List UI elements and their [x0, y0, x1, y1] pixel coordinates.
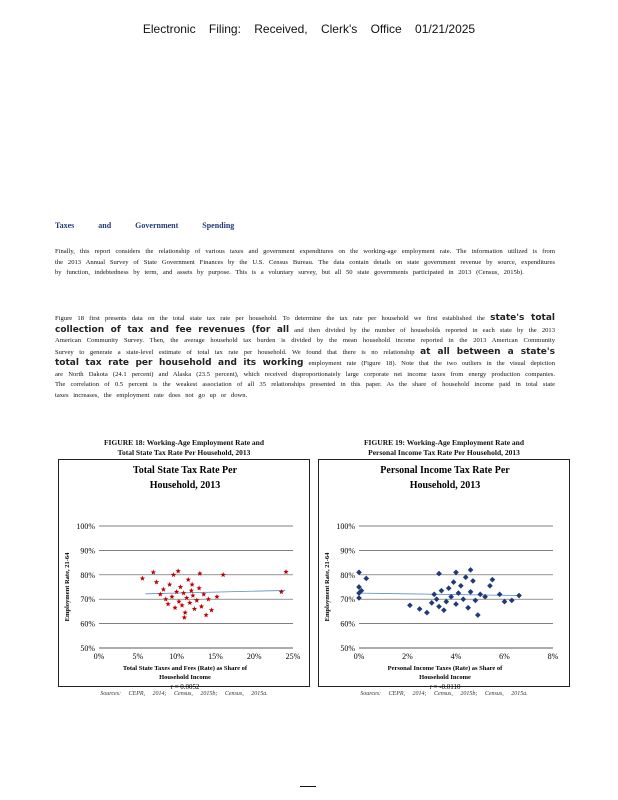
fig18-point [154, 579, 159, 584]
figure-19-chart [319, 460, 571, 691]
figure-18-source: Sources: CEPR, 2014; Census, 2015b; Census, 2015a. [100, 691, 268, 697]
fig18-y-label: Employment Rate, 21-64 [64, 552, 71, 622]
fig19-y-tick: 50% [340, 644, 355, 653]
fig18-y-tick: 50% [80, 644, 95, 653]
fig19-point [451, 579, 457, 585]
fig19-point [356, 570, 362, 576]
page-footer-rule [300, 786, 316, 787]
fig18-point [151, 570, 156, 575]
fig19-trend-line [359, 593, 519, 595]
fig18-point [209, 607, 214, 612]
fig18-point [169, 594, 174, 599]
fig18-x-tick: 0% [93, 652, 105, 661]
fig19-point [356, 595, 362, 601]
fig19-x-label-line1: Personal Income Taxes (Rate) as Share of [387, 665, 503, 672]
fig18-title-line2: Household, 2013 [149, 480, 221, 491]
fig19-x-tick: 8% [547, 652, 559, 661]
fig19-point [417, 606, 423, 612]
fig18-point [196, 585, 201, 590]
fig19-point [475, 612, 481, 618]
fig18-point [182, 610, 187, 615]
fig18-point [192, 606, 197, 611]
paragraph-2-part-c: employment rate (Figure 18). Note that the two outliers in the visual depiction are North Dakota (24.1 percent) and Alaska (23.5 percent), which received disproportionately large corporate net income taxes from energy production companies. The correlation of 0.5 percent is the weakest association of all 35 relationships presented in this paper. As the share of household income paid in total state taxes increases, the employment rate does not go up or down. [55, 360, 556, 399]
fig19-x-tick: 0% [353, 652, 365, 661]
fig18-point [165, 601, 170, 606]
fig19-point [439, 588, 445, 594]
fig19-x-tick: 4% [450, 652, 462, 661]
figure-19 [318, 438, 570, 697]
fig19-point [446, 585, 452, 591]
fig18-point [172, 605, 177, 610]
fig19-x-tick: 2% [402, 652, 413, 661]
fig19-point [431, 591, 437, 597]
fig18-point [194, 598, 199, 603]
fig18-point [214, 594, 219, 599]
fig19-point [477, 591, 483, 597]
figure-18-caption [58, 438, 310, 458]
fig18-x-label-line2: Household Income [159, 674, 211, 681]
figure-19-caption-line2: Personal Income Tax Rate Per Household, 2013 [368, 448, 520, 457]
figure-19-caption-line1: FIGURE 19: Working-Age Employment Rate and [363, 438, 525, 447]
fig18-r-label: r = 0.0052 [170, 683, 200, 691]
fig19-y-tick: 100% [336, 522, 355, 531]
fig19-point [458, 583, 464, 589]
fig18-point [167, 582, 172, 587]
fig19-point [434, 596, 440, 602]
fig19-y-tick: 70% [340, 595, 355, 605]
fig19-point [460, 596, 466, 602]
fig18-trend-line [146, 590, 286, 593]
paragraph-1: Finally, this report considers the relationship of various taxes and government expenditures on the working-age employment rate. The information utilized is from the 2013 Annual Survey of State Government Finances by the U.S. Census Bureau. The data contain details on state government revenue by source, expenditures by function, indebtedness by term, and assets by purpose. This is a voluntary survey, but all 50 state governments participated in 2013 (Census, 2015b). [55, 248, 555, 276]
fig19-point [407, 602, 413, 608]
fig18-x-tick: 15% [208, 652, 223, 661]
paragraph-2 [55, 313, 555, 401]
fig18-x-tick: 5% [132, 652, 144, 661]
fig19-point [429, 600, 435, 606]
fig19-point [490, 577, 496, 583]
fig19-point [424, 610, 430, 616]
fig19-x-tick: 6% [499, 652, 510, 661]
figure-19-source: Sources: CEPR, 2014; Census, 2015b; Census, 2015a. [360, 691, 528, 697]
fig18-y-tick: 80% [80, 570, 95, 580]
paragraph-2-part-a: Figure 18 first presents data on the total state tax rate per household. To determine the tax rate per household we first established the [55, 315, 485, 322]
fig18-y-tick: 70% [80, 595, 95, 605]
fig19-point [497, 591, 503, 597]
fig19-r-label: r = -0.0110 [429, 683, 461, 691]
fig18-point [189, 588, 194, 593]
figure-18-caption-line1: FIGURE 18: Working-Age Employment Rate and [103, 438, 265, 447]
fig19-point [473, 598, 479, 604]
fig18-x-tick: 10% [169, 652, 184, 661]
fig18-y-tick: 100% [76, 522, 95, 531]
fig18-point [279, 589, 284, 594]
fig19-point [436, 571, 442, 577]
fig19-y-tick: 90% [340, 546, 355, 556]
fig18-point [140, 576, 145, 581]
fig18-point [190, 593, 195, 598]
paragraph-2-part-b: and then divided by the number of households reported in each state by the 2013 American Community Survey. Then, the average household tax burden is divided by the mean household income reported in the 2013 American Community Survey to generate a state-level estimate of total tax rate per household. We found that there is no relationship [55, 326, 556, 356]
fig18-x-tick: 25% [285, 652, 301, 661]
fig19-point [453, 570, 459, 576]
fig19-point [456, 590, 462, 596]
fig19-y-tick: 80% [340, 570, 355, 580]
fig19-point [463, 574, 469, 580]
fig19-point [443, 599, 449, 605]
fig18-y-tick: 90% [80, 546, 95, 556]
fig18-point [161, 587, 166, 592]
paragraph-2-inset-2: at all between a state's total tax rate per household and its working [55, 346, 555, 368]
fig19-point [436, 604, 442, 610]
fig19-point [487, 583, 493, 589]
fig18-point [158, 592, 163, 597]
fig18-point [206, 596, 211, 601]
fig19-y-tick: 60% [340, 619, 355, 629]
fig18-point [186, 577, 191, 582]
fig19-point [470, 578, 476, 584]
fig18-point [182, 615, 187, 620]
fig19-y-label: Employment Rate, 21-64 [324, 552, 331, 622]
fig18-point [178, 584, 183, 589]
fig19-point [502, 599, 508, 605]
fig18-point [187, 600, 192, 605]
fig19-point [465, 605, 471, 611]
fig19-point [516, 593, 522, 599]
fig19-point [509, 598, 515, 604]
fig18-point [283, 569, 288, 574]
filing-stamp: Electronic Filing: Received, Clerk's Office 01/21/2025 [142, 22, 476, 36]
fig19-point [453, 601, 459, 607]
figure-18-caption-line2: Total State Tax Rate Per Household, 2013 [117, 448, 251, 457]
fig19-title-line2: Household, 2013 [409, 480, 481, 491]
fig18-point [189, 582, 194, 587]
fig18-point [199, 604, 204, 609]
section-heading: Taxes and Government Spending [55, 221, 235, 230]
fig19-title-line1: Personal Income Tax Rate Per [380, 465, 510, 476]
fig19-point [363, 576, 369, 582]
fig18-point [181, 590, 186, 595]
paragraph-2-inset-1: state's total collection of tax and fee revenues (for all [55, 313, 555, 335]
fig18-y-tick: 60% [80, 619, 95, 629]
fig18-point [176, 599, 181, 604]
figure-18-chart-frame [58, 459, 310, 691]
fig18-x-label-line1: Total State Taxes and Fees (Rate) as Share of [122, 665, 248, 672]
figure-19-chart-frame [318, 459, 570, 691]
figure-18 [58, 438, 310, 697]
fig18-point [203, 612, 208, 617]
fig18-point [221, 572, 226, 577]
fig18-x-tick: 20% [246, 652, 262, 661]
fig19-point [468, 589, 474, 595]
fig19-point [468, 567, 474, 573]
fig18-title-line1: Total State Tax Rate Per [132, 465, 238, 476]
figure-18-chart [59, 460, 311, 691]
fig18-point [163, 596, 168, 601]
fig19-x-label-line2: Household Income [419, 674, 471, 681]
fig18-point [171, 572, 176, 577]
fig19-point [441, 607, 447, 613]
fig18-point [175, 568, 180, 573]
figure-19-caption [318, 438, 570, 458]
